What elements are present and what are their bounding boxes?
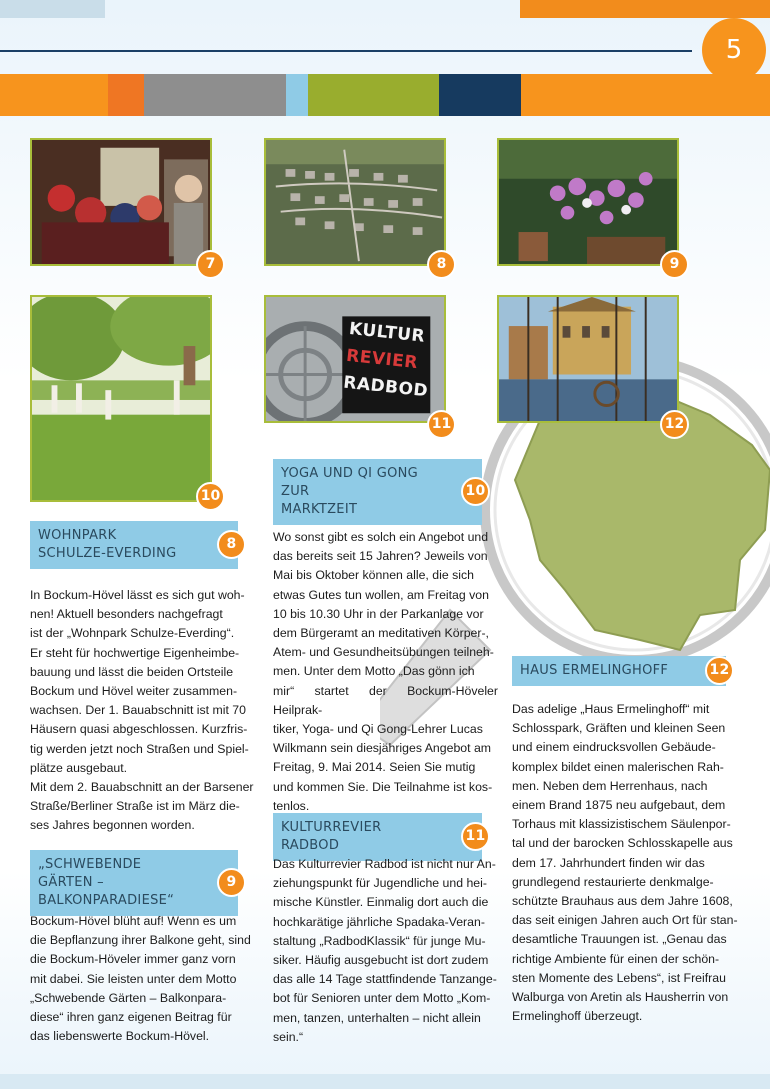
text-line: staltung „RadbodKlassik“ für junge Mu- [273,933,486,948]
text-line: und kommen Sie. Die Teilnahme ist kos- [273,779,493,794]
heading-badge-12: 12 [705,656,734,685]
text-line: „Schwebende Gärten – Balkonpara- [30,990,227,1005]
text-line: men. Neben dem Herrenhaus, nach [512,778,708,793]
photo-badge-7: 7 [196,250,225,279]
header-stripe-orange-light [0,74,108,116]
text-line: dem 17. Jahrhundert finden wir das [512,855,705,870]
text-wohnpark [30,586,255,836]
sign-line-2: REVIER [345,345,419,374]
sign-line-3: RADBOD [342,372,429,402]
text-line: wachsen. Der 1. Bauabschnitt ist mit 70 [30,703,246,718]
text-line: und einem eindrucksvollen Gebäude- [512,740,716,755]
text-line: diese“ ihren ganz eigenen Beitrag für [30,1010,232,1025]
text-line: desamtliche Trauungen ist. „Genau das [512,932,727,947]
text-line: grundlegend restaurierte denkmalge- [512,874,714,889]
text-line: Das adelige „Haus Ermelinghoff“ mit [512,702,710,716]
heading-ermelinghoff-line-1: HAUS ERMELINGHOFF [520,663,669,678]
header-stripe-navy [439,74,521,116]
heading-badge-8: 8 [217,530,246,559]
heading-wohnpark-line-2: SCHULZE-EVERDING [38,546,177,561]
text-line: men, tanzen, unterhalten – nicht allein [273,1010,481,1025]
text-line: ist der „Wohnpark Schulze-Everding“. [30,626,235,641]
text-line: schützte Brauhaus aus dem Jahre 1608, [512,894,733,909]
photo-aerial-housing [264,138,446,266]
text-line: Freitag, 9. Mai 2014. Seien Sie mutig [273,760,476,775]
text-line: mir“ startet der Bockum-Höveler Heilprak- [273,683,498,717]
sign-line-1: KULTUR [348,318,426,347]
photo-badge-10: 10 [196,482,225,511]
text-line: mit dabei. Sie leisten unter dem Motto [30,971,237,986]
text-kulturrevier [273,855,498,1047]
text-line: Wilkmann sein diesjähriges Angebot am [273,741,492,756]
heading-kulturrevier-line-1: KULTURREVIER RADBOD [281,820,382,853]
photo-badge-9: 9 [660,250,689,279]
photo-badge-11: 11 [427,410,456,439]
photo-haus-ermelinghoff [497,295,679,423]
text-line: Mit dem 2. Bauabschnitt an der Barsener [30,780,254,795]
text-line: Wo sonst gibt es solch ein Angebot und [273,530,489,544]
text-line: ses Jahres begonnen worden. [30,818,195,833]
text-line: bot für Senioren unter dem Motto „Kom- [273,991,491,1006]
heading-wohnpark-line-1: WOHNPARK [38,528,117,543]
text-line: plätze ausgebaut. [30,760,128,775]
text-line: das seit einigen Jahren auch Ort für stan- [512,913,738,928]
text-line: Häusern quasi abgeschlossen. Kurzfris- [30,722,248,737]
kulturrevier-sign-text [342,316,432,405]
header-stripe-lightblue [286,74,308,116]
text-line: sein.“ [273,1029,304,1044]
text-line: das liebenswerte Bockum-Hövel. [30,1029,210,1044]
text-line: 10 bis 10.30 Uhr in der Parkanlage vor [273,606,484,621]
heading-haus-ermelinghoff [512,656,730,686]
text-line: ziehungspunkt für Jugendliche und hei- [273,876,487,891]
photo-badge-12: 12 [660,410,689,439]
text-line: Er steht für hochwertige Eigenheimbe- [30,645,240,660]
text-line: das alle 14 Tage stattfindende Tanzange- [273,972,497,987]
header-top-left-bar [0,0,105,18]
heading-kulturrevier [273,813,486,861]
text-yoga-qigong [273,528,498,816]
text-line: Bockum und Hövel weiter zusammen- [30,684,238,699]
text-line: tig werden jetzt noch Straßen und Spiel- [30,741,249,756]
heading-badge-11: 11 [461,822,490,851]
header-stripe-orange [108,74,144,116]
text-line: die Bepflanzung ihrer Balkone geht, sind [30,933,251,948]
heading-yoga-line-2: MARKTZEIT [281,502,358,517]
text-line: nen! Aktuell besonders nachgefragt [30,607,223,622]
heading-badge-9: 9 [217,868,246,897]
photo-park-qigong [30,295,212,502]
text-line: siker. Häufig ausgebucht ist dort zudem [273,953,489,968]
text-line: tenlos. [273,798,310,813]
text-line: richtige Ambiente für einen der schön- [512,951,720,966]
text-line: Schlosspark, Gräften und kleinen Seen [512,721,726,736]
text-line: etwas Gutes tun wollen, am Freitag von [273,587,489,602]
heading-badge-10: 10 [461,477,490,506]
text-line: komplex bildet einen malerischen Rah- [512,759,724,774]
heading-schwebende-gaerten [30,850,238,916]
text-line: dem Bürgeramt an meditativen Körper-, [273,626,489,641]
text-line: Ermelinghoff überzeugt. [512,1009,643,1024]
text-haus-ermelinghoff [512,700,739,1026]
text-line: sten Momente des Lebens“, ist Freifrau [512,970,726,985]
text-line: einem Brand 1875 neu aufgebaut, dem [512,798,726,813]
text-line: bauung und lässt die beiden Ortsteile [30,664,234,679]
header-stripe-green [308,74,439,116]
text-line: hochkarätige jährliche Spadaka-Veran- [273,914,485,929]
header-stripe-orange-right [521,74,770,116]
text-line: Atem- und Gesundheitsübungen teilneh- [273,645,494,660]
photo-badge-8: 8 [427,250,456,279]
page-number: 5 [702,18,766,82]
footer-bar [0,1074,770,1089]
photo-balcony-flowers [497,138,679,266]
text-line: mische Künstler. Einmalig dort auch die [273,895,489,910]
text-line: das bereits seit 15 Jahren? Jeweils von [273,549,488,564]
text-line: Walburga von Aretin als Hausherrin von [512,990,729,1005]
header-stripe-gray [144,74,286,116]
text-schwebende-gaerten [30,912,255,1046]
header-top-right-bar [520,0,770,18]
text-line: die Bockum-Höveler immer ganz vorn [30,952,236,967]
text-line: Torhaus mit klassizistischem Säulenpor- [512,817,731,832]
header-rule [0,50,692,52]
text-line: Straße/Berliner Straße ist im März die- [30,799,240,814]
text-line: tiker, Yoga- und Qi Gong-Lehrer Lucas [273,722,483,737]
heading-yoga-line-1: YOGA UND QI GONG ZUR [281,466,419,499]
heading-yoga-qigong [273,459,486,525]
heading-wohnpark [30,521,238,569]
heading-gaerten-line-1: „SCHWEBENDE GÄRTEN – [38,857,142,890]
text-line: Das Kulturrevier Radbod ist nicht nur An- [273,857,496,871]
heading-gaerten-line-2: BALKONPARADIESE“ [38,893,175,908]
text-line: Bockum-Hövel blüht auf! Wenn es um [30,914,237,928]
text-line: In Bockum-Hövel lässt es sich gut woh- [30,588,245,602]
text-line: men. Unter dem Motto „Das gönn ich [273,664,475,679]
text-line: tal und der barocken Schlosskapelle aus [512,836,733,851]
text-line: Mai bis Oktober können alle, die sich [273,568,474,583]
photo-children-gathering [30,138,212,266]
